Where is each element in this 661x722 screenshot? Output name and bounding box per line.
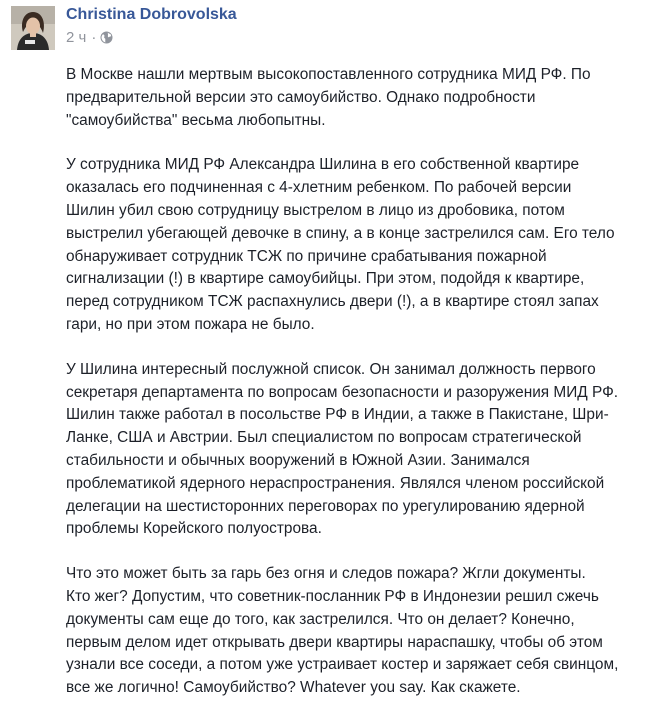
globe-icon[interactable] [100,31,113,44]
post-meta [66,28,113,46]
post-paragraph: У Шилина интересный послужной список. Он занимал должность первого секретаря департамента по вопросам безопасности и разоружения МИД РФ. Шилин также работал в посольстве РФ в Индии, а также в Пакистане, Шри- Ланке, США и Австрии. Был специалистом по вопросам стратегической стабильности и обычных вооружений в Южной Азии. Занимался проблематикой ядерного нераспространения. Являлся членом российской делегации на шестисторонних переговорах по урегулированию ядерной проблемы Корейского полуострова. [66,360,619,538]
post-paragraph: В Москве нашли мертвым высокопоставленного сотрудника МИД РФ. По предварительной версии это самоубийство. Однако подробности "самоубийства" весьма любопытны. [66,66,591,129]
post-paragraph: Что это может быть за гарь без огня и следов пожара? Жгли документы. Кто жег? Допустим, что советник-посланник РФ в Индонезии решил сжечь документы сам еще до того, как застрелился. Что он делает? Конечно, первым делом идет открывать двери квартиры нараспашку, чтобы об этом узнали все соседи, а потом уже устраивает костер и заряжает себя свинцом, все же логично! Самоубийство? Whatever you say. Как скажете. [66,565,619,697]
post-text [66,64,656,722]
post-paragraph: У сотрудника МИД РФ Александра Шилина в его собственной квартире оказалась его подчиненная с 4-хлетним ребенком. По рабочей версии Шилин убил свою сотрудницу выстрелом в лицо из дробовика, потом выстрелил убегающей девочке в спину, а в конце застрелился сам. Его тело обнаруживает сотрудник ТСЖ по причине срабатывания пожарной сигнализации (!) в квартире самоубийцы. При этом, подойдя к квартире, перед сотрудником ТСЖ распахнулись двери (!), а в квартире стоял запах гари, но при этом пожара не было. [66,156,615,333]
post-timestamp[interactable]: 2 ч [66,28,87,46]
avatar-photo [11,6,55,50]
avatar[interactable] [11,6,55,50]
meta-separator: · [91,28,97,46]
author-name[interactable]: Christina Dobrovolska [66,6,237,23]
